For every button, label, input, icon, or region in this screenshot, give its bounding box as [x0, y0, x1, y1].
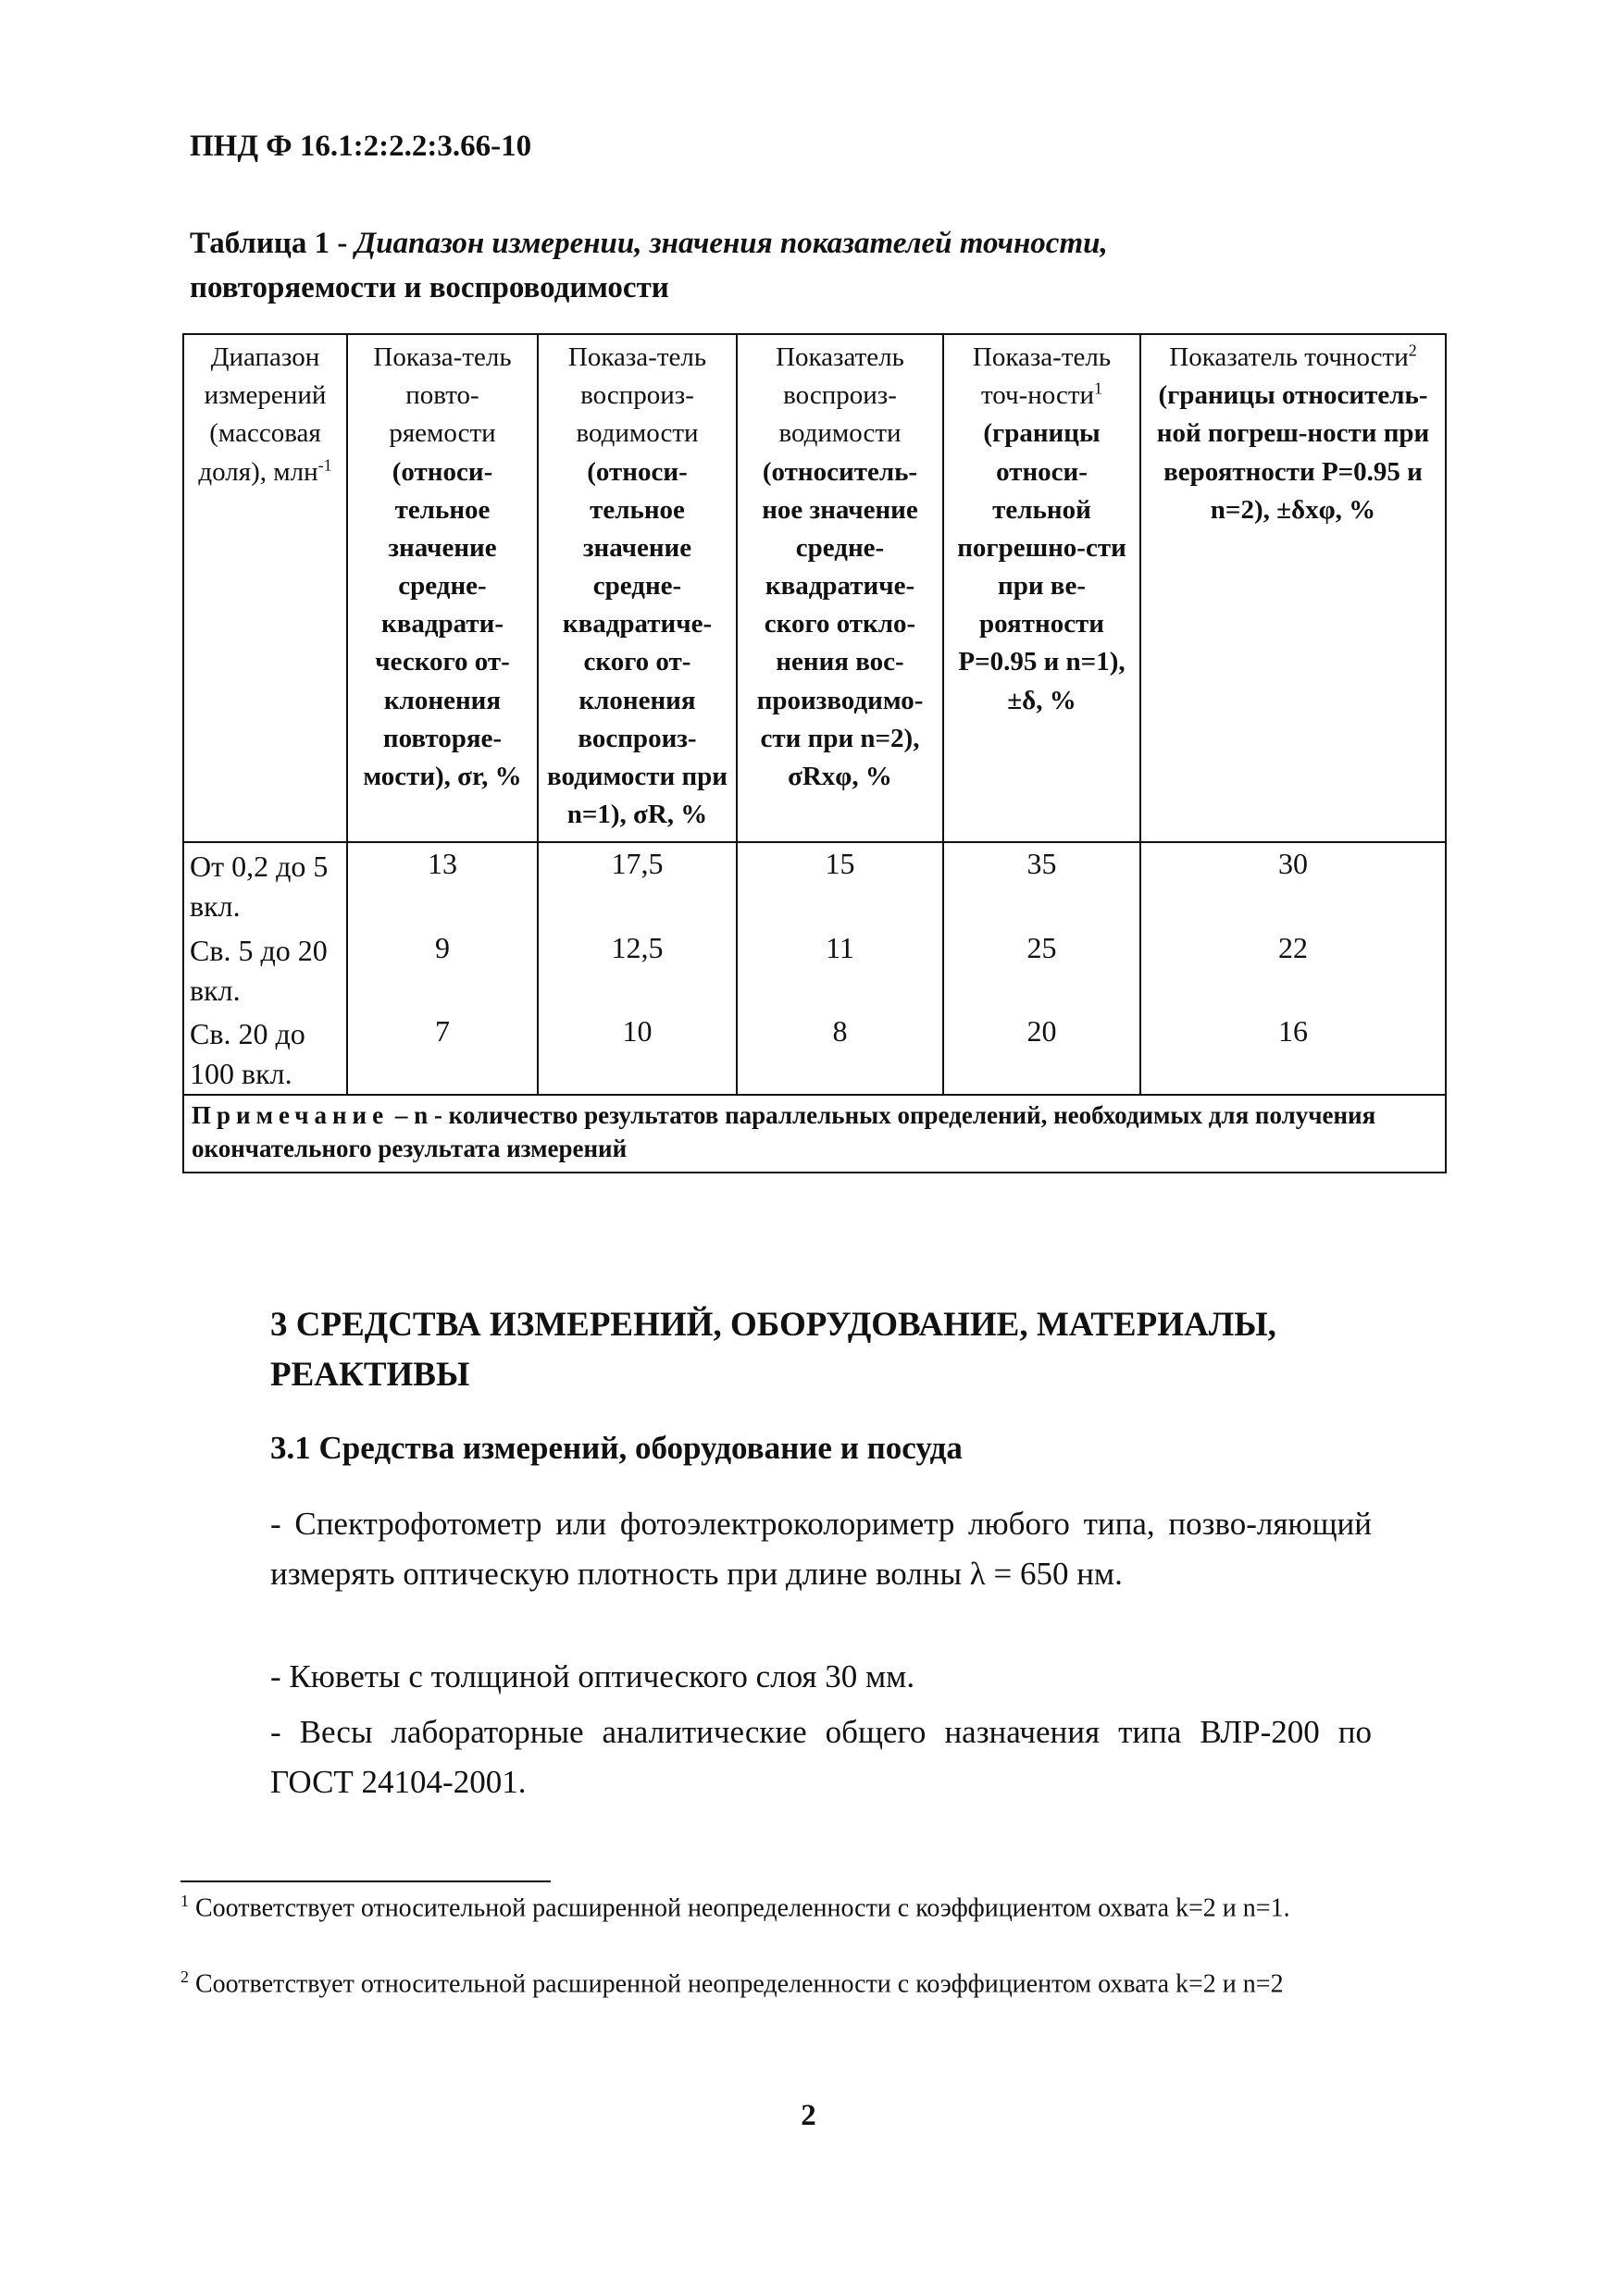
footnote [180, 1966, 1384, 2003]
note-label: Примечание [192, 1101, 390, 1130]
equipment-item: - Кюветы с толщиной оптического слоя 30 мм. [270, 1658, 915, 1694]
cell-repeatability: 9 [347, 927, 538, 1011]
table-caption-prefix: Таблица 1 - [190, 227, 355, 260]
cell-accuracy-n1: 20 [943, 1011, 1140, 1095]
table-caption-line2: повторяемости и воспроводимости [190, 270, 669, 304]
cell-accuracy-n1: 25 [943, 927, 1140, 1011]
note-text: – n - количество результатов параллельных определений, необходимых для получения окончательного результата измерений [192, 1101, 1376, 1162]
table-row [183, 1011, 1446, 1095]
page-number: 2 [801, 2099, 816, 2132]
cell-reproducibility-n1: 12,5 [538, 927, 737, 1011]
cell-accuracy-n2: 30 [1140, 842, 1446, 926]
cell-accuracy-n2: 22 [1140, 927, 1446, 1011]
cell-range: Св. 5 до 20 вкл. [183, 927, 347, 1011]
footnote-divider [180, 1880, 551, 1882]
cell-repeatability: 13 [347, 842, 538, 926]
cell-range: Св. 20 до 100 вкл. [183, 1011, 347, 1095]
header-reproducibility-n2: Показатель воспроиз-водимости (относитель-ное значение средне-квадратиче-ского откло-нения вос-производимо-сти при n=2), σRxφ, % [737, 334, 943, 842]
table-note-row [183, 1095, 1446, 1172]
cell-range: От 0,2 до 5 вкл. [183, 842, 347, 926]
cell-accuracy-n2: 16 [1140, 1011, 1446, 1095]
equipment-item: - Весы лабораторные аналитические общего назначения типа ВЛР-200 по ГОСТ 24104-2001. [270, 1714, 1372, 1801]
footnote-mark: 2 [180, 1967, 189, 1986]
cell-reproducibility-n2: 15 [737, 842, 943, 926]
cell-reproducibility-n1: 17,5 [538, 842, 737, 926]
cell-accuracy-n1: 35 [943, 842, 1140, 926]
subsection-heading: 3.1 Средства измерений, оборудование и посуда [270, 1430, 963, 1466]
header-repeatability: Показа-тель повто-ряемости (относи-тельное значение средне-квадрати-ческого от-клонения повторяе-мости), σr, % [347, 334, 538, 842]
table-header-row [183, 334, 1446, 842]
table-row [183, 842, 1446, 926]
table-note [183, 1095, 1446, 1172]
table-row [183, 927, 1446, 1011]
document-code: ПНД Ф 16.1:2:2.2:3.66-10 [190, 130, 532, 163]
cell-reproducibility-n2: 11 [737, 927, 943, 1011]
footnote-text: Соответствует относительной расширенной неопределенности с коэффициентом охвата k=2 и n=1. [195, 1893, 1290, 1923]
footnote [180, 1890, 1384, 1927]
cell-reproducibility-n1: 10 [538, 1011, 737, 1095]
section-heading: 3 СРЕДСТВА ИЗМЕРЕНИЙ, ОБОРУДОВАНИЕ, МАТЕРИАЛЫ, РЕАКТИВЫ [270, 1306, 1276, 1394]
footnote-mark: 1 [180, 1892, 189, 1910]
cell-repeatability: 7 [347, 1011, 538, 1095]
header-accuracy-n1: Показа-тель точ-ности$^1$ (границы относи-тельной погрешно-сти при ве-роятности P=0.95 и n=1), ±δ, % [943, 334, 1140, 842]
equipment-item: - Спектрофотометр или фотоэлектроколориметр любого типа, позво-ляющий измерять оптическую плотность при длине волны λ = 650 нм. [270, 1506, 1372, 1593]
header-reproducibility-n1: Показа-тель воспроиз-водимости (относи-тельное значение средне-квадратиче-ского от-клонения воспроиз-водимости при n=1), σR, % [538, 334, 737, 842]
footnote-text: Соответствует относительной расширенной неопределенности с коэффициентом охвата k=2 и n=2 [195, 1969, 1284, 1999]
header-range: Диапазон измерений (массовая доля), млн$^{-1}$ [183, 334, 347, 842]
table-caption [190, 222, 1449, 311]
cell-reproducibility-n2: 8 [737, 1011, 943, 1095]
header-accuracy-n2: Показатель точности$^2$ (границы относитель-ной погреш-ности при вероятности P=0.95 и n=2), ±δxφ, % [1140, 334, 1446, 842]
table-caption-title: Диапазон измерении, значения показателей точности, [354, 227, 1108, 260]
measurement-table [182, 333, 1447, 1173]
